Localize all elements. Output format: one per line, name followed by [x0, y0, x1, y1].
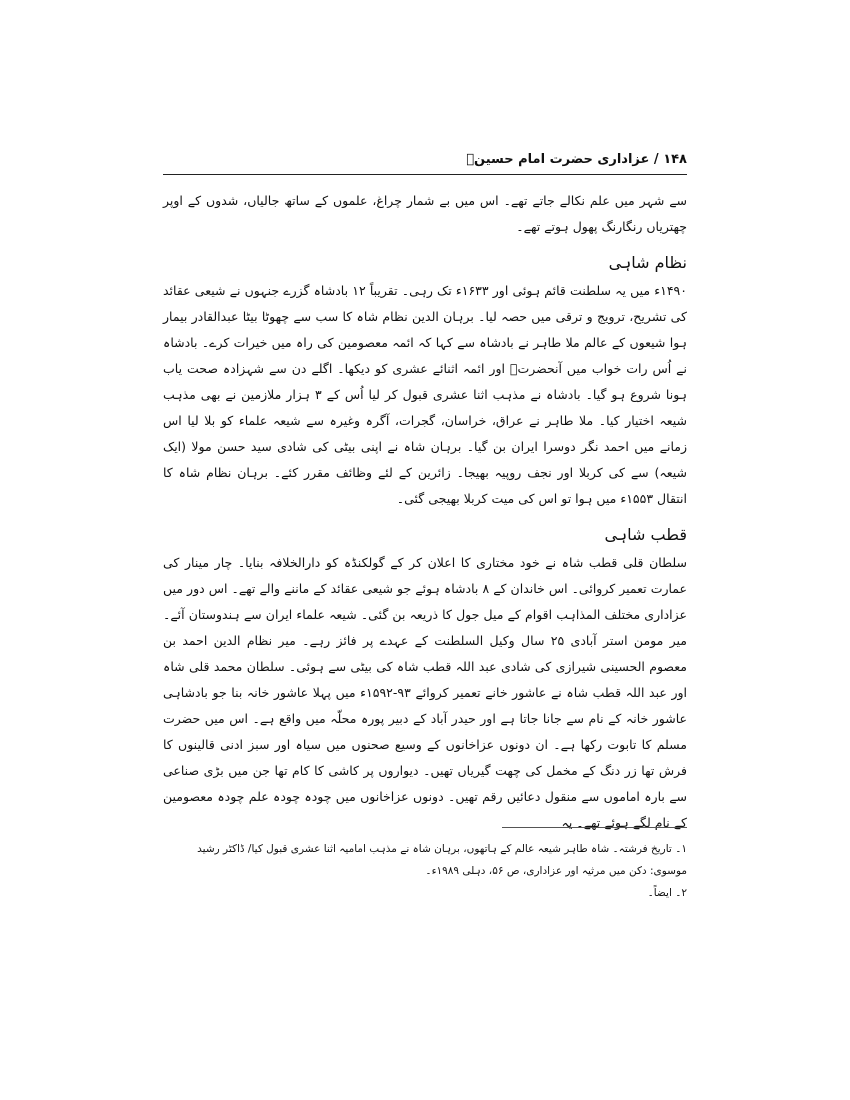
section-heading-qutb-shahi: قطب شاہی [604, 525, 687, 544]
body-text [163, 188, 687, 836]
section-heading-nizam-shahi: نظام شاہی [608, 253, 687, 272]
header-rule [163, 174, 687, 175]
footnote-1: ۱۔ تاریخ فرشتہ۔ شاہ طاہر شیعہ عالم کے ہاتھوں، برہان شاہ نے مذہب امامیہ اثنا عشری قبول کیا/ ڈاکٹر رشید موسوی: دکن میں مرثیہ اور عزاداری، ص ۵۶، دہلی ۱۹۸۹ء۔ [197, 843, 687, 877]
running-header: ۱۴۸ / عزاداری حضرت امام حسینؑ [466, 152, 687, 167]
footnotes [163, 838, 687, 904]
section-paragraph-qutb-shahi: سلطان قلی قطب شاہ نے خود مختاری کا اعلان کر کے گولکنڈہ کو دارالخلافہ بنایا۔ چار مینار کی عمارت تعمیر کروائی۔ اس خاندان کے ۸ بادشاہ ہوئے جو شیعی عقائد کے ماننے والے تھے۔ اس دور میں عزاداری مختلف المذاہب اقوام کے میل جول کا ذریعہ بن گئی۔ شیعہ علماء ایران سے ہندوستان آئے۔ میر مومن استر آبادی ۲۵ سال وکیل السلطنت کے عہدے پر فائز رہے۔ میر نظام الدین احمد بن معصوم الحسینی شیرازی کی شادی عبد اللہ قطب شاہ کی بیٹی سے ہوئی۔ سلطان محمد قلی شاہ اور عبد اللہ قطب شاہ نے عاشور خانے تعمیر کروائے ۹۳-۱۵۹۲ء میں پہلا عاشور خانہ بنا جو بادشاہی عاشور خانہ کے نام سے جانا جاتا ہے اور حیدر آباد کے دبیر پورہ محلّہ میں واقع ہے۔ اس میں حضرت مسلم کا تابوت رکھا ہے۔ ان دونوں عزاخانوں کے وسیع صحنوں میں سیاہ اور سبز ادنی قالینوں کا فرش تھا زر دنگ کے مخمل کی چھت گیریاں تھیں۔ دیواروں پر کاشی کا کام تھا جن میں بڑی صناعی سے بارہ اماموں سے منقول دعائیں رقم تھیں۔ دونوں عزاخانوں میں چودہ چودہ علم چودہ معصومین کے نام لگے ہوئے تھے۔ یہ [163, 555, 687, 830]
section-paragraph-nizam-shahi: ۱۴۹۰ء میں یہ سلطنت قائم ہوئی اور ۱۶۳۳ء تک رہی۔ تقریباً ۱۲ بادشاہ گزرے جنہوں نے شیعی عقائد کی تشریح، ترویج و ترقی میں حصہ لیا۔ برہان الدین نظام شاہ کا سب سے چھوٹا بیٹا عبدالقادر بیمار ہوا شیعوں کے عالم ملا طاہر نے بادشاہ سے کہا کہ ائمہ معصومین کی راہ میں خیرات کرے۔ بادشاہ نے اُس رات خواب میں آنحضرتؐ اور ائمہ اثنائے عشری کو دیکھا۔ اگلے دن سے شہزادہ صحت یاب ہونا شروع ہو گیا۔ بادشاہ نے مذہب اثنا عشری قبول کر لیا اُس کے ۳ ہزار ملازمین نے بھی مذہب شیعہ اختیار کیا۔ ملا طاہر نے عراق، خراسان، گجرات، آگرہ وغیرہ سے شیعہ علماء کو بلا لیا اس زمانے میں احمد نگر دوسرا ایران بن گیا۔ برہان شاہ نے اپنی بیٹی کی شادی سید حسن مولا (ایک شیعہ) سے کی کربلا اور نجف روپیہ بھیجا۔ زائرین کے لئے وظائف مقرر کئے۔ برہان نظام شاہ کا انتقال ۱۵۵۳ء میں ہوا تو اس کی میت کربلا بھیجی گئی۔ [163, 283, 687, 506]
intro-paragraph: سے شہر میں علم نکالے جاتے تھے۔ اس میں بے شمار چراغ، علموں کے ساتھ جالیاں، شدوں کے اوپر چھتریاں رنگارنگ پھول ہوتے تھے۔ [163, 193, 687, 234]
footnote-rule [502, 827, 687, 828]
footnote-2: ۲۔ ایضاً۔ [647, 887, 687, 899]
